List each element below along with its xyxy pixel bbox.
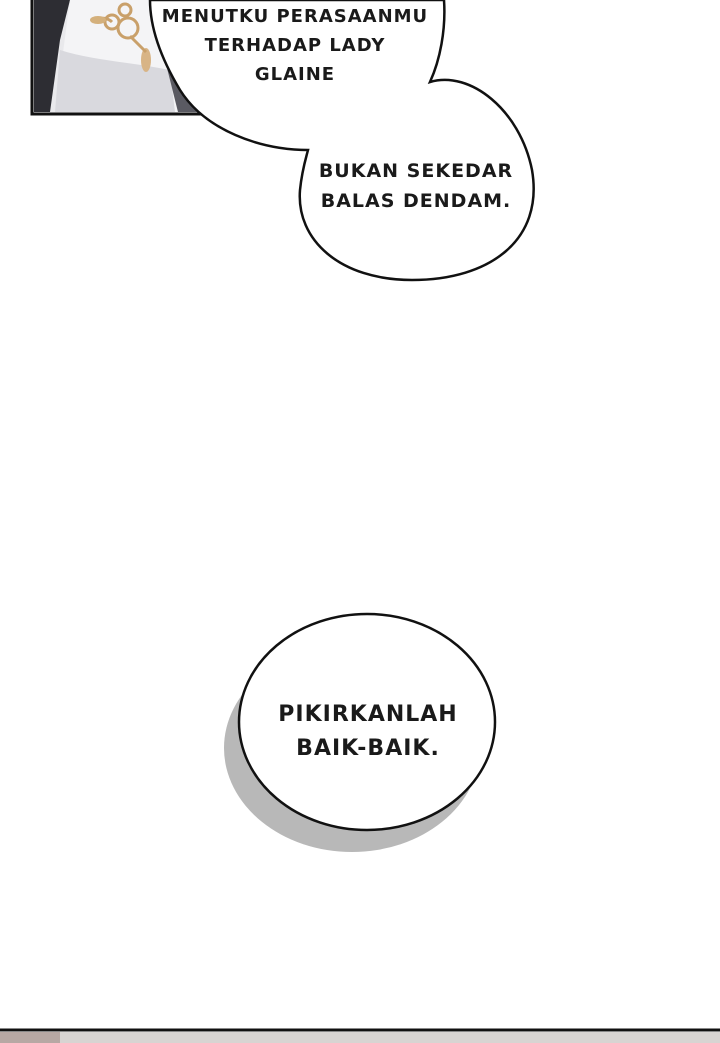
bubble-2-text <box>302 156 530 216</box>
bubble-2-line-1: BUKAN SEKEDAR <box>318 160 514 182</box>
bubble-1-line-3: GLAINE <box>254 64 336 85</box>
bubble-3-line-2: BAIK-BAIK. <box>296 736 440 761</box>
bubble-2-line-2: BALAS DENDAM. <box>320 190 512 212</box>
bubble-3-text <box>240 698 496 766</box>
bubble-3-line-1: PIKIRKANLAH <box>278 702 458 727</box>
bubble-1-line-2: TERHADAP LADY <box>204 35 386 56</box>
bubble-1-line-1: MENUTKU PERASAANMU <box>161 6 429 27</box>
bubble-1-text <box>150 2 440 89</box>
